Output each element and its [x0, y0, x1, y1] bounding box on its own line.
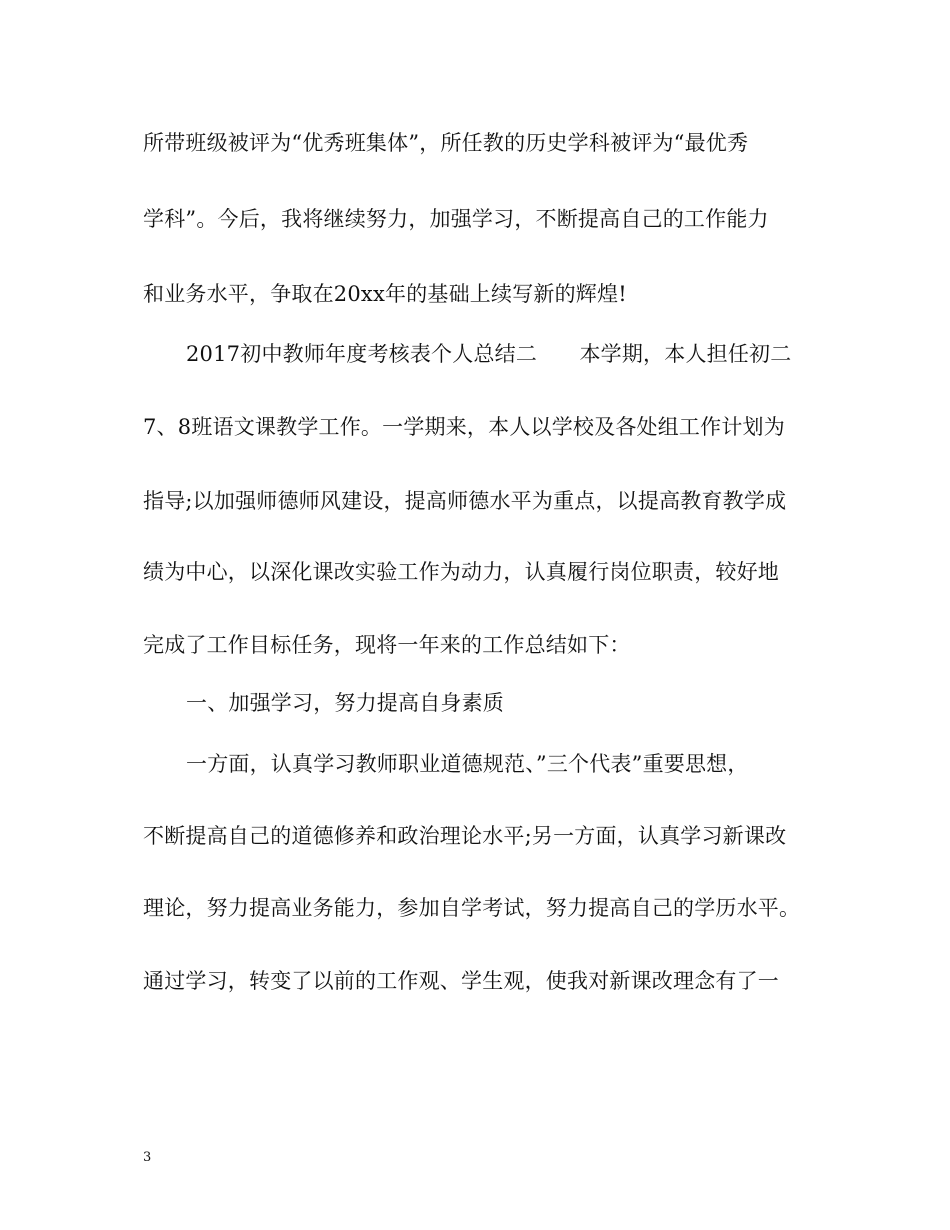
text-line: 一方面，认真学习教师职业道德规范、”三个代表”重要思想，: [186, 752, 749, 776]
text-line: 指导;以加强师德师风建设，提高师德水平为重点，以提高教育教学成: [143, 489, 787, 513]
page-number: 3: [143, 1150, 152, 1165]
text-line: 理论，努力提高业务能力，参加自学考试，努力提高自己的学历水平。: [143, 896, 801, 920]
text-line: 学科”。今后，我将继续努力，加强学习，不断提高自己的工作能力: [143, 207, 769, 231]
text-line: 所带班级被评为“优秀班集体”，所任教的历史学科被评为“最优秀: [143, 131, 749, 155]
section-heading-line: 2017初中教师年度考核表个人总结二 本学期，本人担任初二: [186, 342, 792, 366]
text-line: 通过学习，转变了以前的工作观、学生观，使我对新课改理念有了一: [143, 969, 779, 993]
text-line: 完成了工作目标任务，现将一年来的工作总结如下：: [143, 633, 631, 657]
text-line: 不断提高自己的道德修养和政治理论水平;另一方面，认真学习新课改: [143, 824, 787, 848]
text-line: 绩为中心，以深化课改实验工作为动力，认真履行岗位职责，较好地: [143, 560, 779, 584]
text-line: 和业务水平，争取在20xx年的基础上续写新的辉煌!: [143, 282, 627, 306]
subheading-line: 一、加强学习，努力提高自身素质: [186, 691, 504, 715]
text-line: 7、8班语文课教学工作。一学期来，本人以学校及各处组工作计划为: [143, 415, 785, 439]
